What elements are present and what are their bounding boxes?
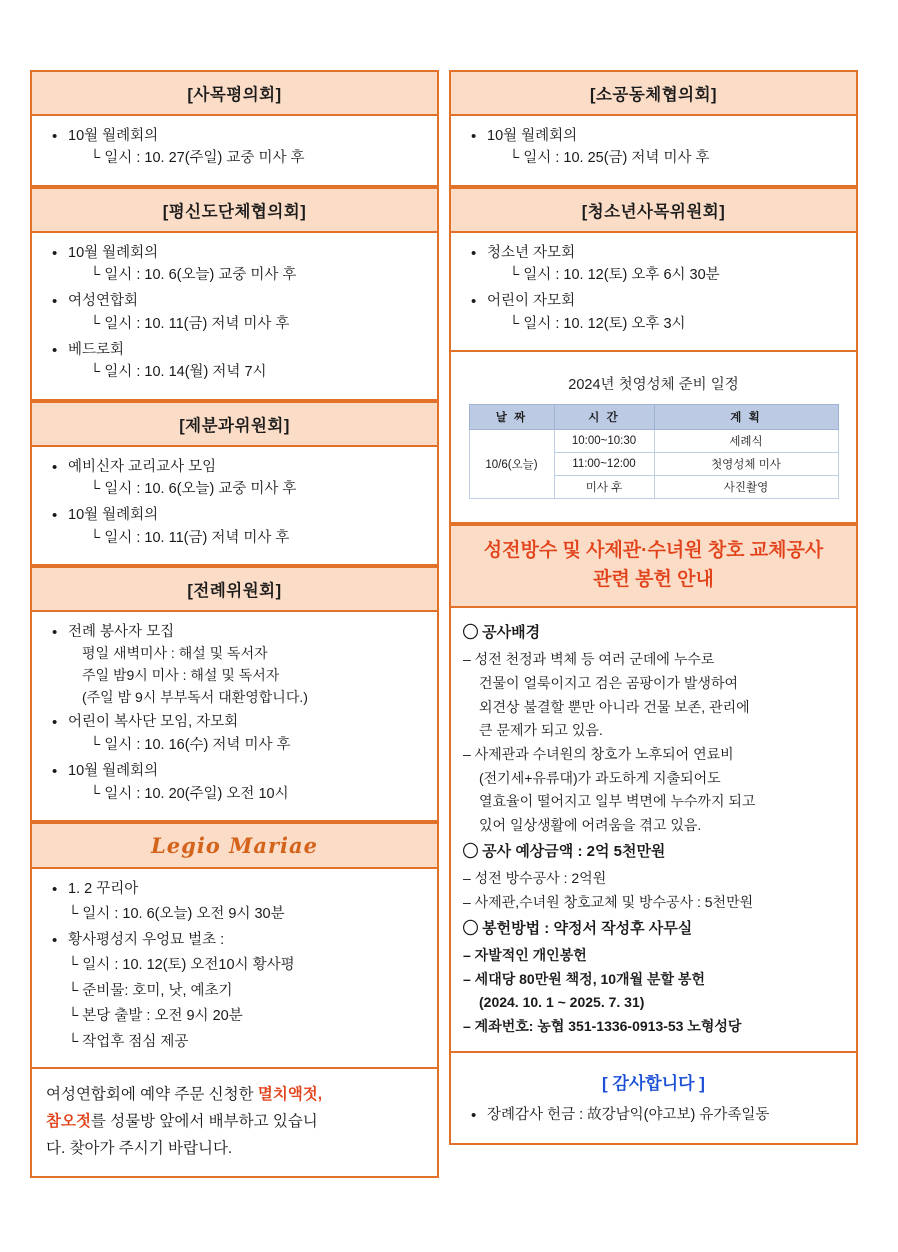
- item-text: 예비신자 교리교사 모임: [68, 458, 217, 475]
- item-text: 10월 월례회의: [68, 507, 159, 524]
- column-header-plan: 계 획: [654, 404, 838, 429]
- section-header-youth-ministry: [청소년사목위원회]: [451, 187, 856, 233]
- item-text: 청소년 자모회: [487, 244, 576, 261]
- thanks-block: [451, 1053, 856, 1143]
- list-item: [42, 290, 427, 336]
- item-subtext: └ 일시 : 10. 20(주일) 오전 10시: [90, 785, 289, 802]
- list-item: [42, 711, 427, 757]
- item-text: 10월 월례회의: [68, 763, 159, 780]
- item-subtext: └ 일시 : 10. 11(금) 저녁 미사 후: [90, 315, 290, 332]
- section-body-laity-council: [32, 233, 437, 401]
- item-text: 1. 2 꾸리아: [68, 880, 139, 897]
- notice-line-account: – 계좌번호: 농협 351-1336-0913-53 노형성당: [463, 1018, 742, 1035]
- list-item: [461, 125, 846, 171]
- item-text: 베드로회: [68, 341, 125, 358]
- section-body-subcommittees: [32, 447, 437, 566]
- construction-notice-body: [451, 608, 856, 1053]
- notice-text-c: 다. 찾아가 주시기 바랍니다.: [46, 1140, 233, 1158]
- item-text: 장례감사 헌금 : 故강남익(야고보) 유가족일동: [487, 1106, 770, 1123]
- item-subtext: └ 일시 : 10. 6(오늘) 교중 미사 후: [90, 267, 297, 284]
- bullet-list: [42, 456, 427, 550]
- column-header-time: 시 간: [554, 404, 654, 429]
- bullet-list: [461, 125, 846, 171]
- title-line-1: 성전방수 및 사제관·수녀원 창호 교체공사: [483, 539, 824, 561]
- item-text: 어린이 복사단 모임, 자모회: [68, 714, 239, 731]
- two-column-layout: [30, 70, 868, 1178]
- notice-line: (2024. 10. 1 ~ 2025. 7. 31): [479, 994, 645, 1011]
- item-subtext: └ 일시 : 10. 16(수) 저녁 미사 후: [90, 736, 291, 753]
- notice-line: 건물이 얼룩이지고 검은 곰팡이가 발생하여: [479, 675, 738, 692]
- notice-text-a: 여성연합회에 예약 주문 신청한: [46, 1086, 258, 1104]
- list-item-subline: [42, 1031, 427, 1053]
- list-item-subline: [42, 1005, 427, 1027]
- notice-line: 큰 문제가 되고 있음.: [479, 722, 603, 739]
- item-text: 10월 월례회의: [68, 128, 159, 144]
- left-column: [30, 70, 439, 1178]
- anchovy-sauce-notice: [32, 1069, 437, 1176]
- list-item: [461, 290, 846, 336]
- list-item-subline: [42, 954, 427, 976]
- notice-line: (전기세+유류대)가 과도하게 지출되어도: [479, 769, 721, 786]
- cell-plan: 첫영성체 미사: [654, 452, 838, 475]
- notice-heading: ◯ 봉헌방법 : 약정서 작성후 사무실: [463, 919, 693, 937]
- item-plain-line: 평일 새벽미사 : 해설 및 독서자: [82, 645, 268, 662]
- item-text: 황사평성지 우엉묘 벌초 :: [68, 931, 225, 948]
- list-item: [42, 242, 427, 288]
- section-header-legio-mariae: [32, 822, 437, 869]
- section-header-small-community: [소공동체협의회]: [451, 72, 856, 116]
- item-subtext: └ 작업후 점심 제공: [68, 1033, 189, 1050]
- item-subtext: └ 본당 출발 : 오전 9시 20분: [68, 1008, 243, 1025]
- first-communion-schedule-block: [451, 352, 856, 524]
- notice-emphasis-2: 참오젓: [46, 1113, 91, 1131]
- list-item: [42, 125, 427, 171]
- notice-line: – 사제관,수녀원 창호교체 및 방수공사 : 5천만원: [463, 893, 754, 910]
- list-item-subline: [42, 903, 427, 925]
- notice-line: – 자발적인 개인봉헌: [463, 947, 587, 964]
- notice-emphasis-1: 멸치액젓,: [257, 1086, 323, 1104]
- section-body-pastoral-council: [32, 116, 437, 187]
- construction-notice-title: [451, 524, 856, 608]
- section-body-legio-mariae: [32, 869, 437, 1069]
- cell-time: 미사 후: [554, 475, 654, 498]
- list-item: [42, 456, 427, 502]
- item-text: 전례 봉사자 모집: [68, 623, 175, 640]
- bullet-list: [461, 242, 846, 336]
- section-body-liturgy-committee: [32, 612, 437, 822]
- notice-text-b: 를 성물방 앞에서 배부하고 있습니: [90, 1113, 318, 1131]
- bullet-list: [461, 1104, 846, 1126]
- item-plain-line: 주일 밤9시 미사 : 해설 및 독서자: [82, 667, 280, 684]
- cell-plan: 세례식: [654, 429, 838, 452]
- thanks-title: [ 감사합니다 ]: [602, 1073, 705, 1093]
- right-column: [449, 70, 858, 1145]
- item-subtext: └ 일시 : 10. 12(토) 오후 3시: [509, 315, 686, 332]
- notice-line: 외견상 불결할 뿐만 아니라 건물 보존, 관리에: [479, 698, 750, 715]
- section-header-pastoral-council: [사목평의회]: [32, 72, 437, 116]
- item-text: 여성연합회: [68, 293, 139, 310]
- list-item: [42, 929, 427, 951]
- title-line-2: 관련 봉헌 안내: [593, 569, 714, 591]
- item-subtext: └ 일시 : 10. 6(오늘) 교중 미사 후: [90, 481, 297, 498]
- item-subtext: └ 일시 : 10. 27(주일) 교중 미사 후: [90, 150, 305, 167]
- cell-date: 10/6(오늘): [469, 429, 554, 498]
- list-item: [42, 339, 427, 385]
- list-item: [42, 760, 427, 806]
- section-header-liturgy-committee: [전례위원회]: [32, 566, 437, 612]
- notice-line: – 세대당 80만원 책정, 10개월 분할 봉헌: [463, 970, 705, 987]
- cell-time: 11:00~12:00: [554, 452, 654, 475]
- bullet-list: [42, 242, 427, 385]
- item-subtext: └ 준비물: 호미, 낫, 예초기: [68, 982, 233, 999]
- list-item-subline: [42, 980, 427, 1002]
- item-subtext: └ 일시 : 10. 12(토) 오전10시 황사평: [68, 957, 295, 974]
- notice-line: – 성전 천정과 벽체 등 여러 군데에 누수로: [463, 651, 715, 668]
- item-subtext: └ 일시 : 10. 14(월) 저녁 7시: [90, 364, 267, 381]
- notice-line: 있어 일상생활에 어려움을 겪고 있음.: [479, 817, 702, 834]
- list-item: [42, 504, 427, 550]
- section-body-youth-ministry: [451, 233, 856, 352]
- schedule-table: [469, 404, 839, 499]
- item-subtext: └ 일시 : 10. 11(금) 저녁 미사 후: [90, 529, 290, 546]
- list-item: [42, 878, 427, 900]
- bullet-list: [42, 125, 427, 171]
- list-item-volunteer-recruit: [42, 621, 427, 709]
- section-header-laity-council: [평신도단체협의회]: [32, 187, 437, 233]
- list-item: [461, 1104, 846, 1126]
- notice-line: – 성전 방수공사 : 2억원: [463, 870, 607, 887]
- schedule-title: 2024년 첫영성체 준비 일정: [568, 376, 739, 393]
- bullet-list: [42, 621, 427, 806]
- item-plain-line: (주일 밤 9시 부부독서 대환영합니다.): [82, 688, 308, 705]
- column-header-date: 날 짜: [469, 404, 554, 429]
- section-header-subcommittees: [제분과위원회]: [32, 401, 437, 447]
- section-body-small-community: [451, 116, 856, 187]
- notice-line: – 사제관과 수녀원의 창호가 노후되어 연료비: [463, 746, 734, 763]
- table-header-row: [469, 404, 838, 429]
- item-subtext: └ 일시 : 10. 12(토) 오후 6시 30분: [509, 267, 720, 284]
- item-text: 10월 월례회의: [487, 128, 578, 144]
- item-text: 어린이 자모회: [487, 293, 576, 310]
- cell-time: 10:00~10:30: [554, 429, 654, 452]
- legio-mariae-title: Legio Mariae: [151, 832, 318, 858]
- table-row: [469, 429, 838, 452]
- bullet-list: [42, 878, 427, 1053]
- item-subtext: └ 일시 : 10. 6(오늘) 오전 9시 30분: [68, 906, 285, 923]
- notice-line: 열효율이 떨어지고 일부 벽면에 누수까지 되고: [479, 793, 756, 810]
- cell-plan: 사진촬영: [654, 475, 838, 498]
- notice-heading: ◯ 공사배경: [463, 623, 541, 641]
- notice-heading: ◯ 공사 예상금액 : 2억 5천만원: [463, 842, 666, 860]
- item-text: 10월 월례회의: [68, 244, 159, 261]
- item-subtext: └ 일시 : 10. 25(금) 저녁 미사 후: [509, 150, 710, 167]
- list-item: [461, 242, 846, 288]
